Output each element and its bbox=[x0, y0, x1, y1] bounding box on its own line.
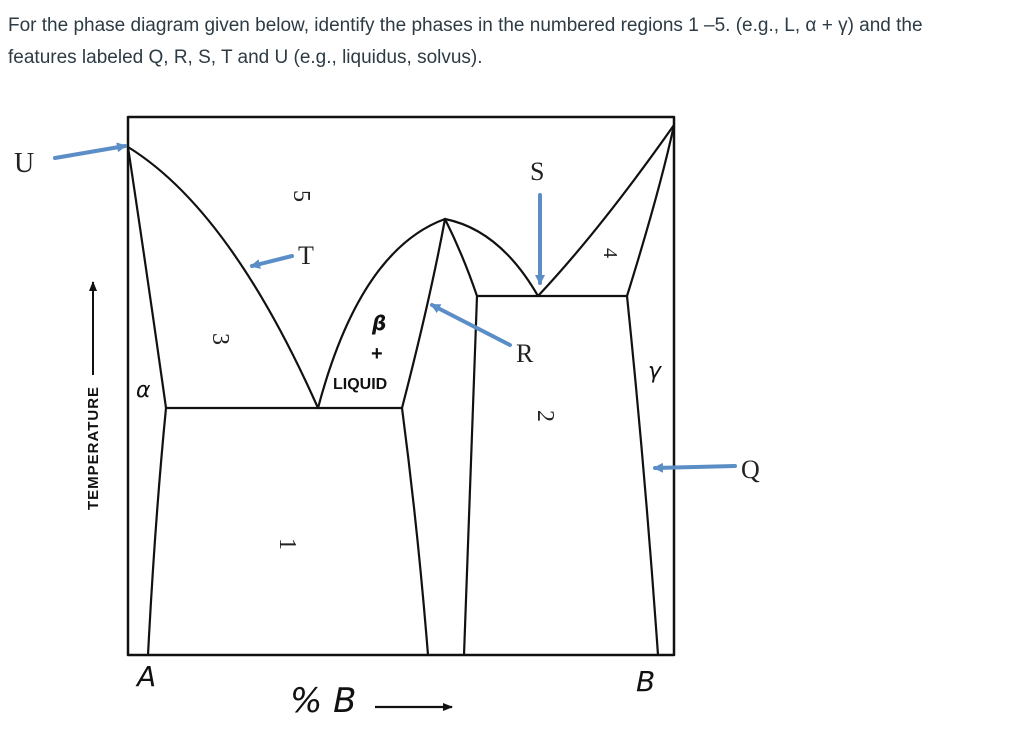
left-solidus bbox=[128, 147, 166, 408]
x-axis-label: % B bbox=[290, 681, 357, 721]
beta-solidus-right bbox=[445, 219, 477, 296]
phase-label-liquid: LIQUID bbox=[333, 376, 388, 393]
phase-label-alpha: α bbox=[136, 378, 151, 403]
question-line-1: For the phase diagram given below, identify the phases in the numbered regions 1 –5. (e.g., L, α + γ) and the bbox=[8, 15, 923, 36]
beta-liquidus-right bbox=[445, 219, 538, 296]
arrow-u bbox=[55, 146, 125, 158]
feature-label-r: R bbox=[516, 339, 534, 368]
phase-label-plus: + bbox=[371, 343, 383, 365]
question-line-2: features labeled Q, R, S, T and U (e.g., liquidus, solvus). bbox=[8, 47, 483, 68]
region-label-1: 1 bbox=[274, 538, 300, 550]
region-label-5: 5 bbox=[288, 190, 314, 202]
y-axis-label: TEMPERATURE bbox=[85, 385, 102, 510]
phase-label-gamma: γ bbox=[648, 359, 662, 384]
phase-label-beta: β bbox=[372, 311, 387, 335]
arrow-t bbox=[252, 256, 292, 266]
beta-solvus-right bbox=[464, 296, 477, 655]
feature-label-q: Q bbox=[741, 455, 760, 484]
arrow-r bbox=[432, 305, 510, 345]
left-liquidus bbox=[128, 147, 318, 408]
right-liquidus bbox=[538, 125, 674, 296]
arrow-q bbox=[655, 466, 735, 468]
region-label-4: 4 bbox=[599, 248, 621, 258]
right-end-label: B bbox=[636, 665, 656, 698]
alpha-solvus bbox=[148, 408, 166, 655]
feature-label-s: S bbox=[530, 157, 545, 186]
diagram-frame bbox=[128, 117, 674, 655]
beta-solidus-left bbox=[402, 219, 445, 408]
right-solidus bbox=[627, 125, 674, 296]
region-label-3: 3 bbox=[207, 333, 233, 345]
region-label-2: 2 bbox=[532, 410, 558, 422]
gamma-solvus bbox=[627, 296, 658, 655]
beta-solvus-left bbox=[402, 408, 428, 655]
feature-label-u: U bbox=[14, 148, 35, 179]
left-end-label: A bbox=[137, 660, 157, 693]
feature-label-t: T bbox=[298, 241, 314, 270]
